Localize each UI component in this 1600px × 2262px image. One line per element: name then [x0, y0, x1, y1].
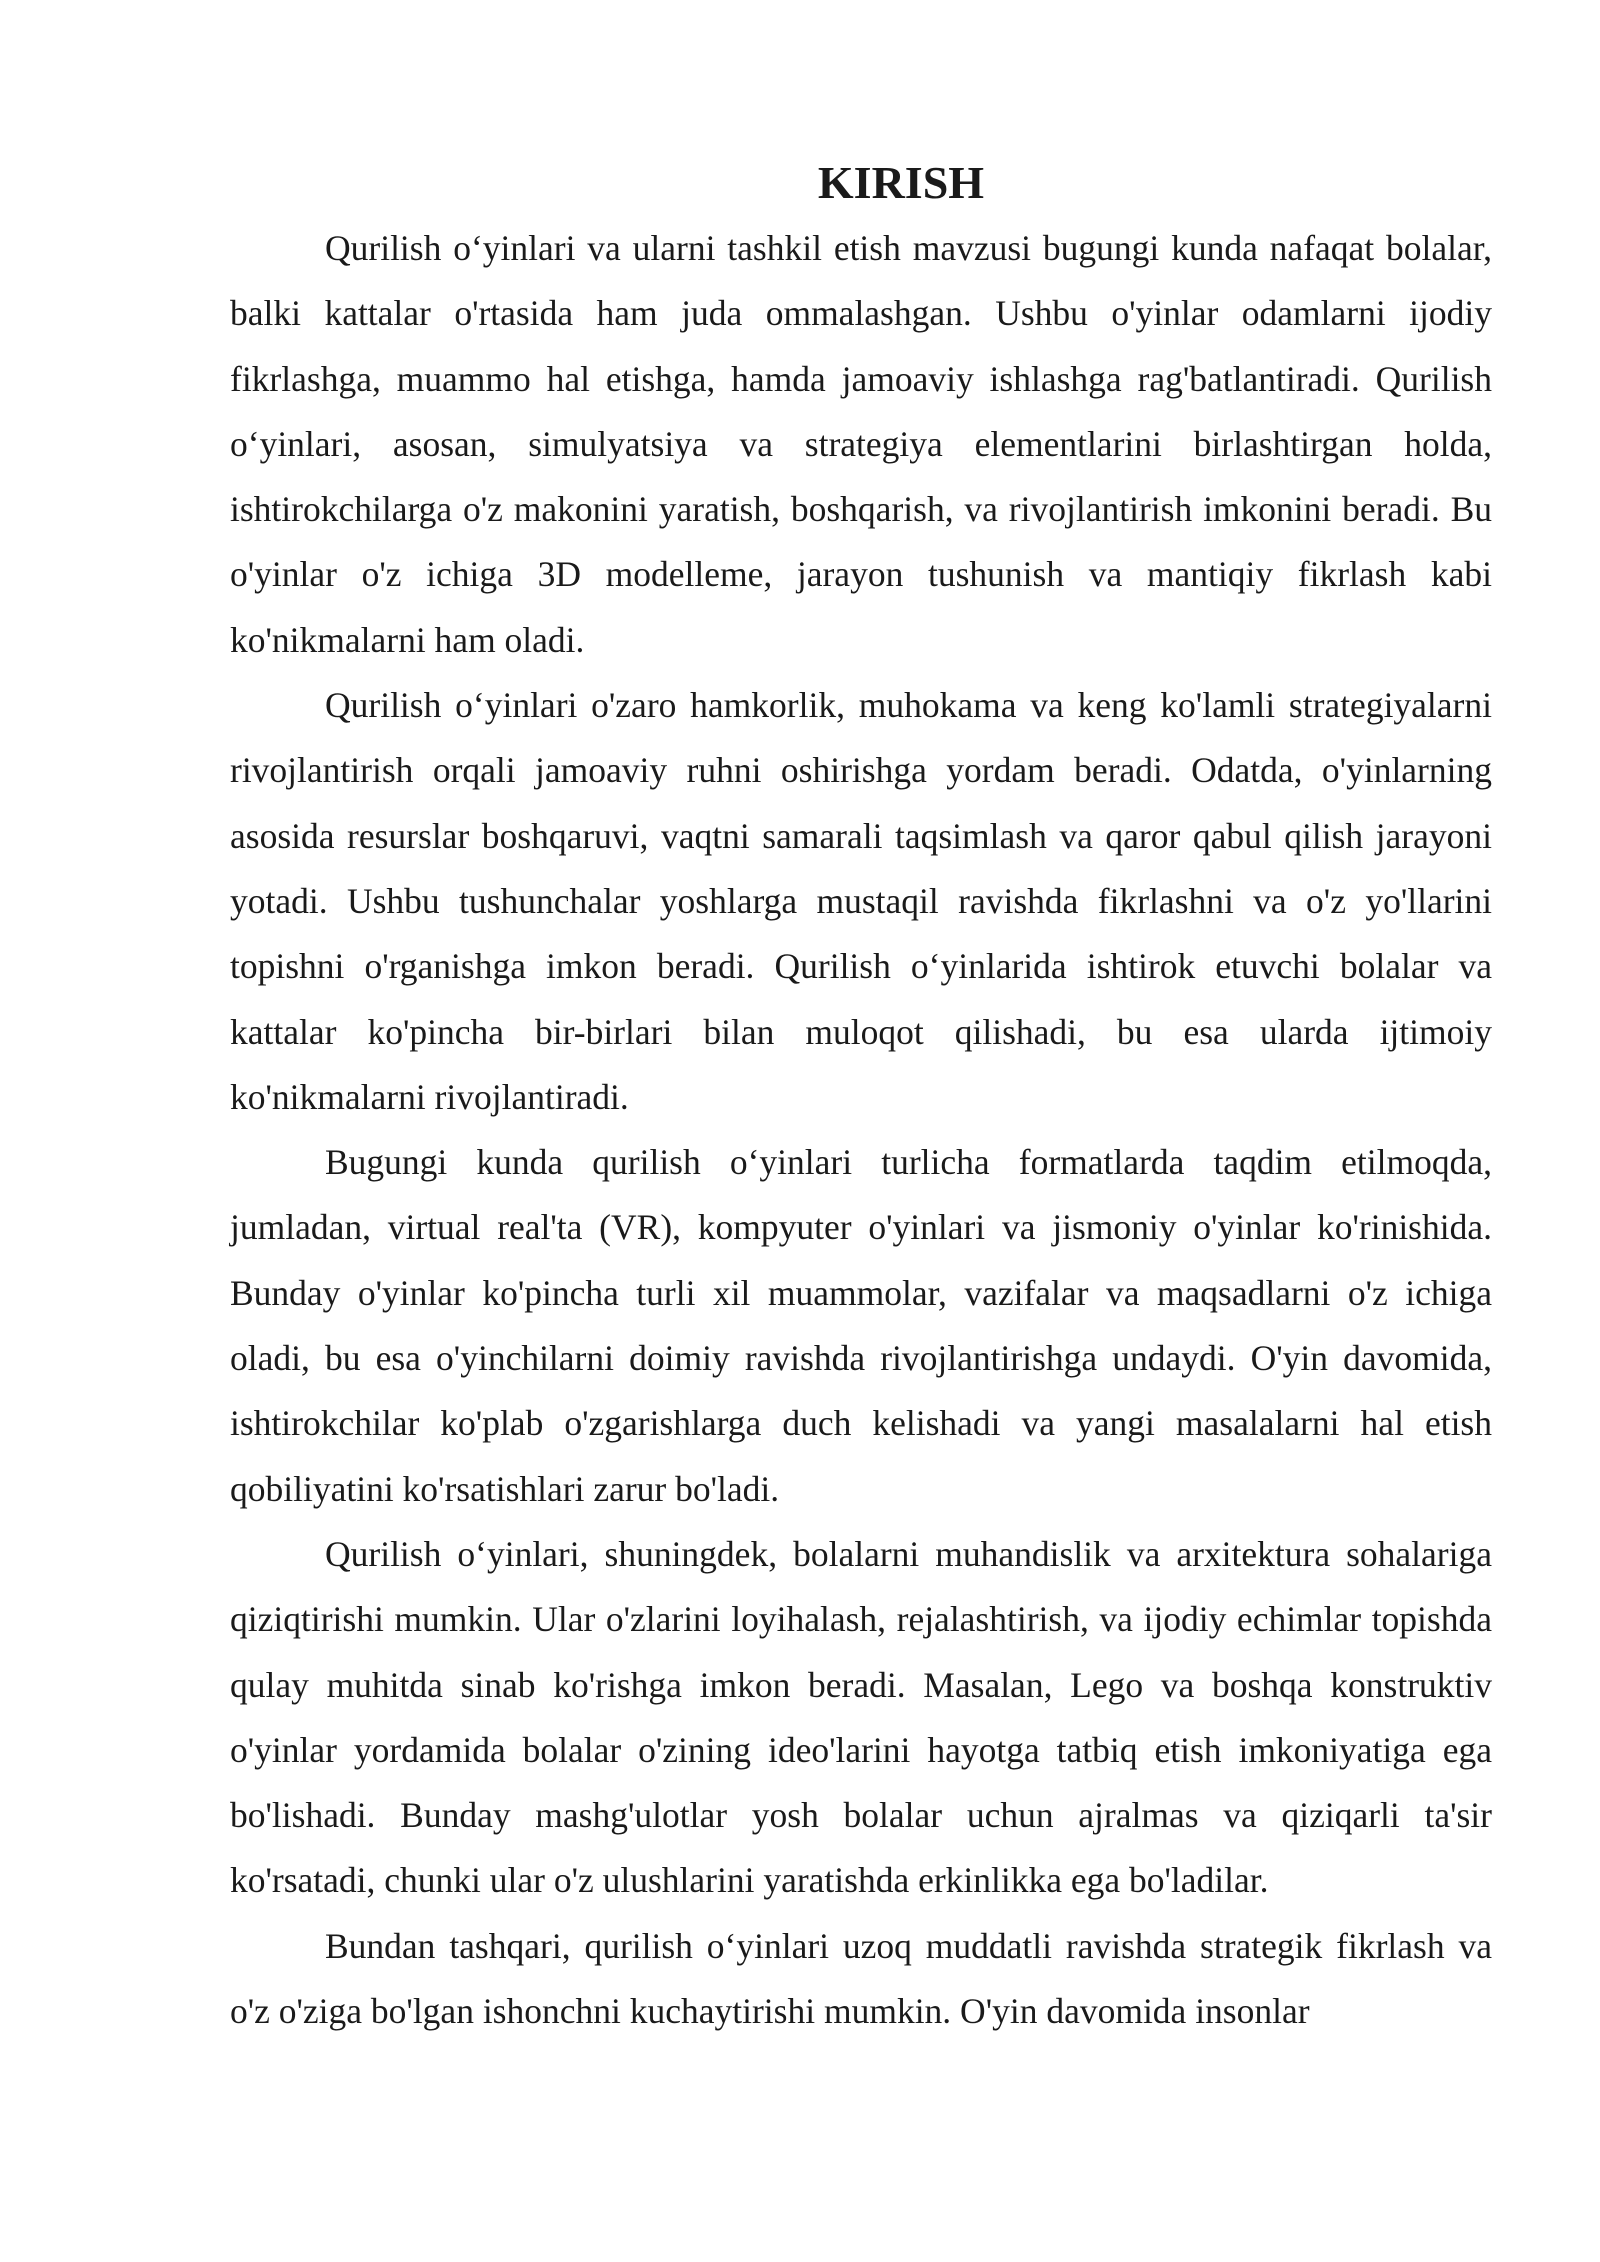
- document-page: [230, 150, 1492, 2044]
- page-title: KIRISH: [817, 157, 985, 208]
- paragraph-4: Qurilish o‘yinlari, shuningdek, bolalarni muhandislik va arxitektura sohalariga qiziqtirishi mumkin. Ular o'zlarini loyihalash, rejalashtirish, va ijodiy echimlar topishda qulay muhitda sinab ko'rishga imkon beradi. Masalan, Lego va boshqa konstruktiv o'yinlar yordamida bolalar o'zining ideo'larini hayotga tatbiq etish imkoniyatiga ega bo'lishadi. Bunday mashg'ulotlar yosh bolalar uchun ajralmas va qiziqarli ta'sir ko'rsatadi, chunki ular o'z ulushlarini yaratishda erkinlikka ega bo'ladilar.: [230, 1533, 1492, 1901]
- paragraph-2: Qurilish o‘yinlari o'zaro hamkorlik, muhokama va keng ko'lamli strategiyalarni rivojlantirish orqali jamoaviy ruhni oshirishga yordam beradi. Odatda, o'yinlarning asosida resurslar boshqaruvi, vaqtni samarali taqsimlash va qaror qabul qilish jarayoni yotadi. Ushbu tushunchalar yoshlarga mustaqil ravishda fikrlashni va o'z yo'llarini topishni o'rganishga imkon beradi. Qurilish o‘yinlarida ishtirok etuvchi bolalar va kattalar ko'pincha bir-birlari bilan muloqot qilishadi, bu esa ularda ijtimoiy ko'nikmalarni rivojlantiradi.: [230, 685, 1492, 1117]
- paragraph-5: Bundan tashqari, qurilish o‘yinlari uzoq muddatli ravishda strategik fikrlash va o'z o'ziga bo'lgan ishonchni kuchaytirishi mumkin. O'yin davomida insonlar: [230, 1925, 1492, 2032]
- paragraph-1: Qurilish o‘yinlari va ularni tashkil etish mavzusi bugungi kunda nafaqat bolalar, balki kattalar o'rtasida ham juda ommalashgan. Ushbu o'yinlar odamlarni ijodiy fikrlashga, muammo hal etishga, hamda jamoaviy ishlashga rag'batlantiradi. Qurilish o‘yinlari, asosan, simulyatsiya va strategiya elementlarini birlashtirgan holda, ishtirokchilarga o'z makonini yaratish, boshqarish, va rivojlantirish imkonini beradi. Bu o'yinlar o'z ichiga 3D modelleme, jarayon tushunish va mantiqiy fikrlash kabi ko'nikmalarni ham oladi.: [230, 228, 1492, 660]
- paragraph-3: Bugungi kunda qurilish o‘yinlari turlicha formatlarda taqdim etilmoqda, jumladan, virtual real'ta (VR), kompyuter o'yinlari va jismoniy o'yinlar ko'rinishida. Bunday o'yinlar ko'pincha turli xil muammolar, vazifalar va maqsadlarni o'z ichiga oladi, bu esa o'yinchilarni doimiy ravishda rivojlantirishga undaydi. O'yin davomida, ishtirokchilar ko'plab o'zgarishlarga duch kelishadi va yangi masalalarni hal etish qobiliyatini ko'rsatishlari zarur bo'ladi.: [230, 1142, 1492, 1509]
